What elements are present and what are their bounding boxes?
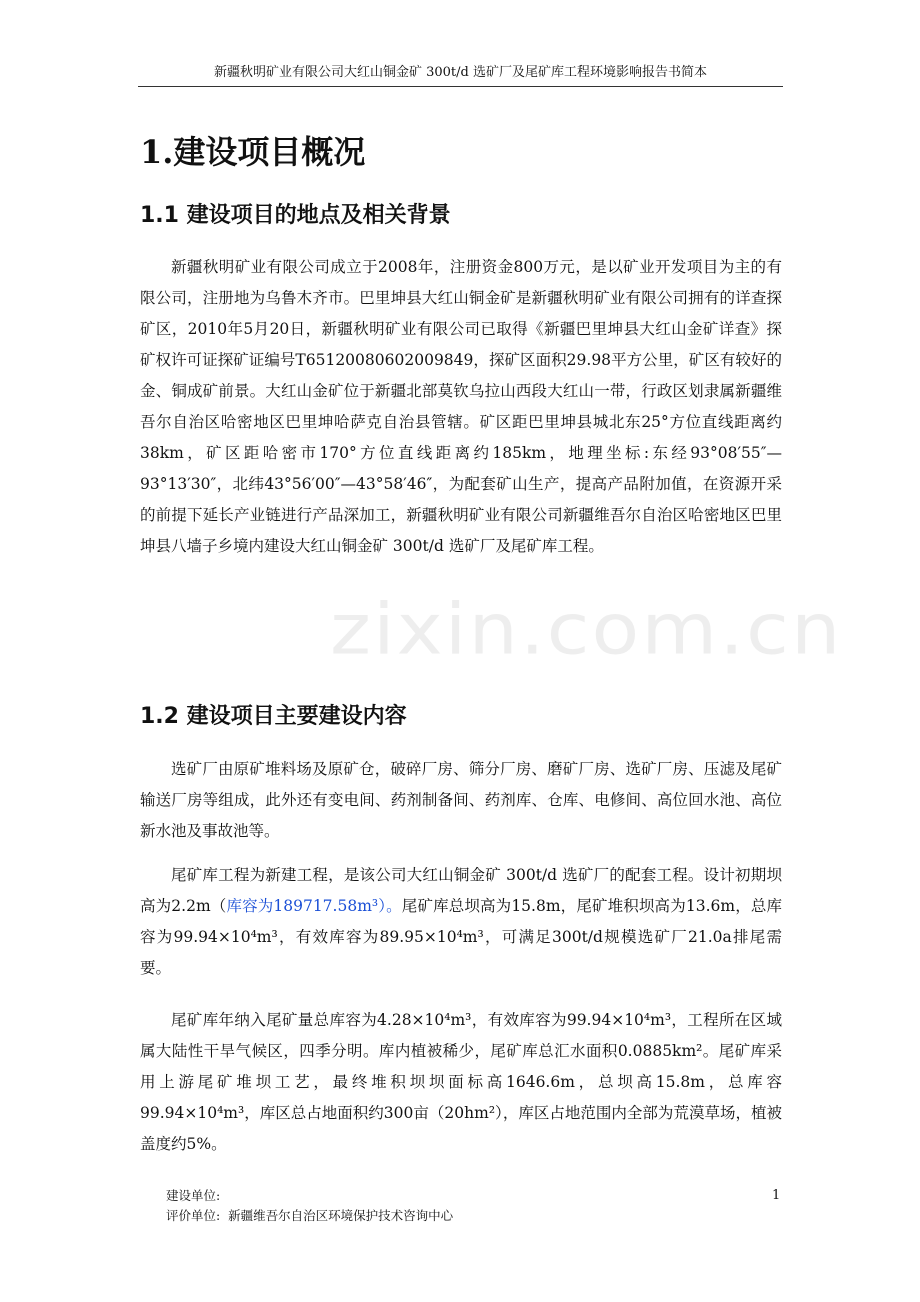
- chapter-title: 1.建设项目概况: [140, 133, 366, 171]
- evaluator-name: 新疆维吾尔自治区环境保护技术咨询中心: [228, 1208, 454, 1223]
- header-divider: [138, 86, 783, 87]
- section-1-2-paragraph-2: [140, 860, 782, 984]
- paragraph-text: 尾矿库总坝高为15.8m，尾矿堆积坝高为13.6m，总库容为99.94×10⁴m³，有效库容为89.95×10⁴m³，可满足300t/d规模选矿厂21.0a排尾需要。: [140, 897, 782, 977]
- builder-label: 建设单位:: [166, 1188, 221, 1203]
- watermark: zixin.com.cn: [330, 589, 843, 671]
- section-1-1-paragraph: 新疆秋明矿业有限公司成立于2008年，注册资金800万元，是以矿业开发项目为主的有限公司，注册地为乌鲁木齐市。巴里坤县大红山铜金矿是新疆秋明矿业有限公司拥有的详查探矿区，2010年5月20日，新疆秋明矿业有限公司已取得《新疆巴里坤县大红山金矿详查》探矿权许可证探矿证编号T65120080602009849，探矿区面积29.98平方公里，矿区有较好的金、铜成矿前景。大红山金矿位于新疆北部莫钦乌拉山西段大红山一带，行政区划隶属新疆维吾尔自治区哈密地区巴里坤哈萨克自治县管辖。矿区距巴里坤县城北东25°方位直线距离约38km，矿区距哈密市170°方位直线距离约185km，地理坐标:东经93°08′55″—93°13′30″，北纬43°56′00″—43°58′46″，为配套矿山生产，提高产品附加值，在资源开采的前提下延长产业链进行产品深加工，新疆秋明矿业有限公司新疆维吾尔自治区哈密地区巴里坤县八墙子乡境内建设大红山铜金矿 300t/d 选矿厂及尾矿库工程。: [140, 258, 782, 555]
- highlighted-capacity-text: 库容为189717.58m³）。: [226, 897, 402, 915]
- section-title-1-2: 1.2 建设项目主要建设内容: [140, 704, 407, 729]
- page-number: 1: [772, 1188, 781, 1203]
- section-1-2-paragraph-1: 选矿厂由原矿堆料场及原矿仓，破碎厂房、筛分厂房、磨矿厂房、选矿厂房、压滤及尾矿输送厂房等组成，此外还有变电间、药剂制备间、药剂库、仓库、电修间、高位回水池、高位新水池及事故池等。: [140, 760, 782, 840]
- builder-line: [166, 1186, 453, 1206]
- running-header: 新疆秋明矿业有限公司大红山铜金矿 300t/d 选矿厂及尾矿库工程环境影响报告书简本: [213, 65, 707, 80]
- evaluator-label: 评价单位:: [166, 1208, 221, 1223]
- page-footer: [166, 1186, 453, 1226]
- section-1-2-paragraph-3: 尾矿库年纳入尾矿量总库容为4.28×10⁴m³，有效库容为99.94×10⁴m³，工程所在区域属大陆性干旱气候区，四季分明。库内植被稀少，尾矿库总汇水面积0.0885km²。尾矿库采用上游尾矿堆坝工艺，最终堆积坝坝面标高1646.6m，总坝高15.8m，总库容99.94×10⁴m³，库区总占地面积约300亩（20hm²），库区占地范围内全部为荒漠草场，植被盖度约5%。: [140, 1011, 782, 1153]
- section-title-1-1: 1.1 建设项目的地点及相关背景: [140, 203, 451, 228]
- evaluator-line: [166, 1206, 453, 1226]
- paragraph-text: 尾矿库工程为新建工程，是该公司大红山铜金矿 300t/d 选矿厂的配套工程。设计初期坝高为2.2m（: [140, 866, 782, 915]
